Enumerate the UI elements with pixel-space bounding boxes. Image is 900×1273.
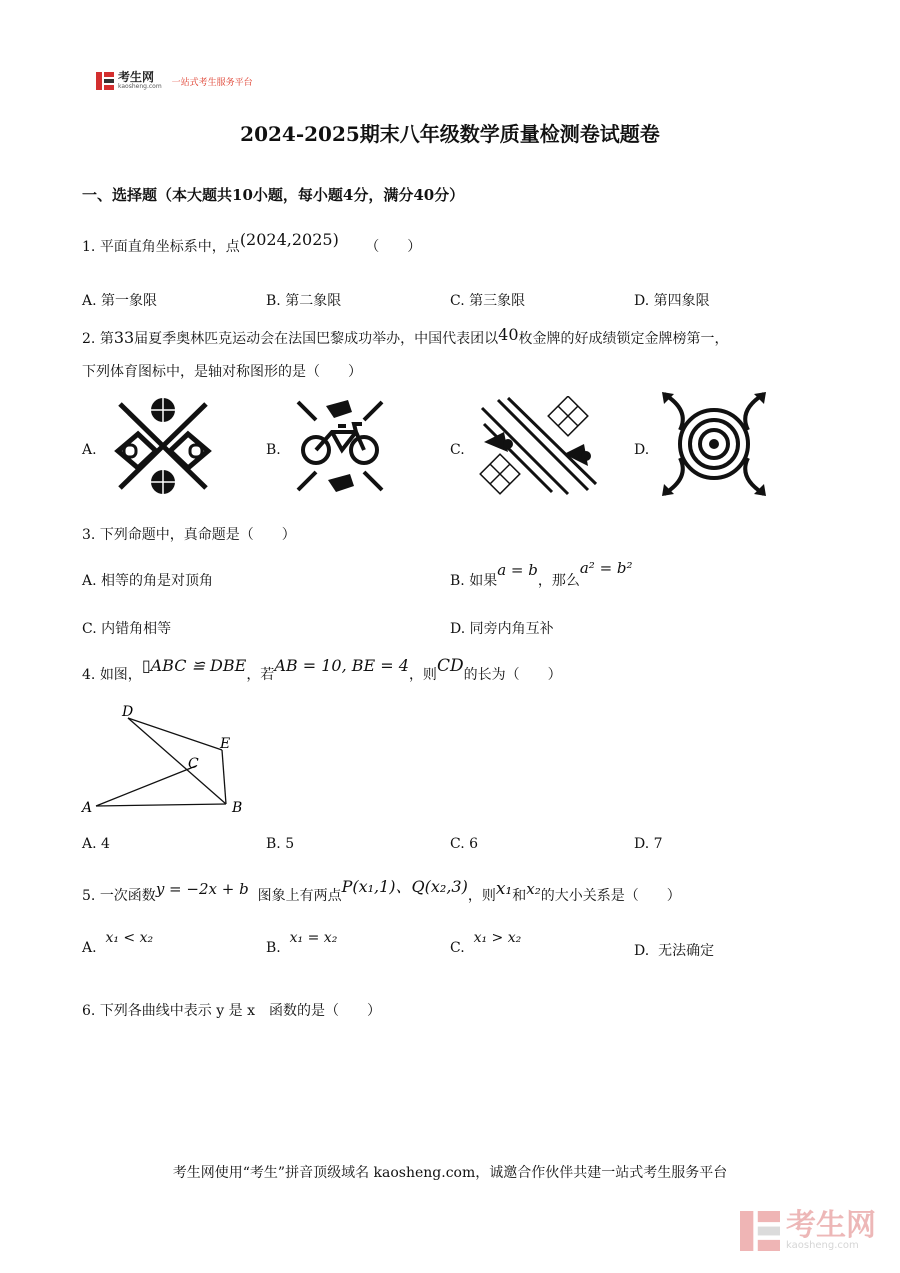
question-text: 一次函数 — [99, 888, 156, 904]
logo-name: 考生网 — [118, 70, 155, 84]
option-text: 4 — [101, 836, 110, 852]
option-label: D. — [450, 621, 466, 637]
option-label: B. — [266, 940, 281, 956]
question-3 — [82, 524, 296, 544]
option-label: A. — [82, 836, 97, 852]
question-4 — [82, 656, 562, 684]
question-text: 如图， — [99, 667, 142, 683]
question-text: 第 — [99, 331, 114, 347]
option-label: A. — [82, 940, 97, 956]
q5-option-c[interactable] — [450, 930, 522, 956]
question-2 — [82, 325, 842, 348]
var-x2: x₂ — [526, 880, 541, 898]
question-text: 和 — [512, 888, 527, 904]
option-label: B. — [266, 293, 281, 309]
q3-option-a[interactable] — [82, 570, 213, 590]
label-e: E — [220, 736, 231, 752]
question-text: ，若 — [246, 667, 275, 683]
q5-option-d[interactable] — [634, 940, 714, 960]
section-heading: 一、选择题（本大题共10小题，每小题4分，满分40分） — [82, 186, 465, 204]
q1-option-b[interactable] — [266, 290, 341, 310]
medal-count: 40 — [498, 325, 519, 344]
label-d: D — [122, 704, 134, 720]
watermark — [740, 1207, 876, 1251]
option-label: C. — [450, 836, 465, 852]
q3-option-d[interactable] — [450, 618, 554, 638]
option-text: ，那么 — [537, 573, 580, 589]
option-math: x₁ < x₂ — [105, 930, 154, 946]
q4-option-c[interactable] — [450, 836, 478, 852]
question-number: 1. — [82, 239, 96, 255]
q5-option-a[interactable] — [82, 930, 154, 956]
basketball-icon — [108, 396, 218, 496]
option-label: A. — [82, 293, 97, 309]
option-label: B. — [266, 836, 281, 852]
option-label: A. — [82, 573, 97, 589]
option-label: D. — [634, 943, 650, 959]
question-text: 枚金牌的好成绩锁定金牌榜第一， — [518, 331, 729, 347]
option-math: x₁ > x₂ — [473, 930, 522, 946]
option-math: x₁ = x₂ — [289, 930, 338, 946]
option-text: 5 — [285, 836, 295, 852]
option-text: 6 — [469, 836, 479, 852]
question-6 — [82, 1000, 381, 1020]
option-label: C. — [82, 621, 97, 637]
question-number: 6. — [82, 1003, 96, 1019]
question-5 — [82, 877, 681, 905]
q3-option-c[interactable] — [82, 618, 171, 638]
question-2-line-2: 下列体育图标中，是轴对称图形的是（ ） — [82, 364, 362, 380]
watermark-name: 考生网 — [786, 1207, 876, 1243]
page-footer: 考生网使用“考生”拼音顶级域名 kaosheng.com，诚邀合作伙伴共建一站式考生服务平台 — [172, 1165, 728, 1181]
q2-option-a-label[interactable]: A. — [82, 442, 97, 458]
option-text: 第一象限 — [101, 293, 158, 309]
option-label: D. — [634, 293, 650, 309]
question-number: 4. — [82, 667, 96, 683]
question-text: 下列各曲线中表示 y 是 x 函数的是（ ） — [99, 1003, 381, 1019]
watermark-logo-icon — [740, 1211, 780, 1251]
bicycle-icon — [294, 396, 386, 496]
q4-option-d[interactable] — [634, 836, 663, 852]
q5-option-b[interactable] — [266, 930, 338, 956]
option-label: D. — [634, 836, 650, 852]
question-text: ，则 — [467, 888, 496, 904]
label-a: A — [82, 800, 93, 816]
q1-option-a[interactable] — [82, 290, 157, 310]
badminton-icon — [478, 396, 598, 496]
option-math: a = b — [497, 561, 538, 579]
points-pq: P(x₁,1)、Q(x₂,3) — [341, 877, 468, 896]
given-lengths: AB = 10, BE = 4 — [274, 656, 409, 675]
option-text: 内错角相等 — [101, 621, 172, 637]
q2-option-b-label[interactable]: B. — [266, 442, 281, 458]
option-text: 7 — [653, 836, 663, 852]
header-logo — [96, 72, 253, 90]
label-b: B — [232, 800, 243, 816]
triangle-figure — [78, 700, 258, 824]
option-text: 第三象限 — [469, 293, 526, 309]
logo-icon — [96, 72, 114, 90]
var-x1: x₁ — [495, 879, 513, 899]
function-expression: y = −2x + b — [155, 880, 249, 898]
option-text: 相等的角是对顶角 — [101, 573, 214, 589]
option-label: C. — [450, 293, 465, 309]
question-text: 届夏季奥林匹克运动会在法国巴黎成功举办，中国代表团以 — [134, 331, 499, 347]
option-text: 无法确定 — [658, 943, 715, 959]
q4-option-b[interactable] — [266, 836, 294, 852]
option-text: 第四象限 — [653, 293, 710, 309]
logo-domain: kaosheng.com — [118, 83, 162, 90]
q3-option-b[interactable] — [450, 559, 633, 590]
label-c: C — [188, 756, 199, 772]
answer-blank: （ ） — [365, 239, 422, 255]
segment-cd: CD — [436, 656, 464, 676]
q1-option-c[interactable] — [450, 290, 525, 310]
option-text: 第二象限 — [285, 293, 342, 309]
congruence-expression: ▯ABC ≌ DBE — [141, 656, 247, 675]
question-text: 下列命题中，真命题是（ ） — [99, 527, 296, 543]
question-text: 图象上有两点 — [257, 888, 342, 904]
archery-target-icon — [660, 390, 768, 498]
question-number: 5. — [82, 888, 96, 904]
question-text: ，则 — [408, 667, 437, 683]
q2-option-d-label[interactable]: D. — [634, 442, 650, 458]
question-number: 2. — [82, 331, 96, 347]
option-text: 同旁内角互补 — [469, 621, 554, 637]
question-text: 的长为（ ） — [463, 667, 562, 683]
q1-option-d[interactable] — [634, 290, 710, 310]
option-label: C. — [450, 940, 465, 956]
option-text: 如果 — [469, 573, 498, 589]
page-title: 2024-2025期末八年级数学质量检测卷试题卷 — [240, 122, 660, 146]
question-text: 平面直角坐标系中，点 — [99, 239, 240, 255]
option-math: a² = b² — [579, 559, 633, 577]
olympic-number: 33 — [113, 328, 135, 347]
option-label: B. — [450, 573, 465, 589]
watermark-domain: kaosheng.com — [786, 1239, 859, 1251]
logo-slogan: 一站式考生服务平台 — [171, 77, 253, 88]
question-number: 3. — [82, 527, 96, 543]
point-coordinates: (2024,2025) — [239, 230, 339, 249]
question-1 — [82, 230, 422, 256]
q4-option-a[interactable] — [82, 836, 110, 852]
q2-option-c-label[interactable]: C. — [450, 442, 465, 458]
question-text: 的大小关系是（ ） — [540, 888, 681, 904]
